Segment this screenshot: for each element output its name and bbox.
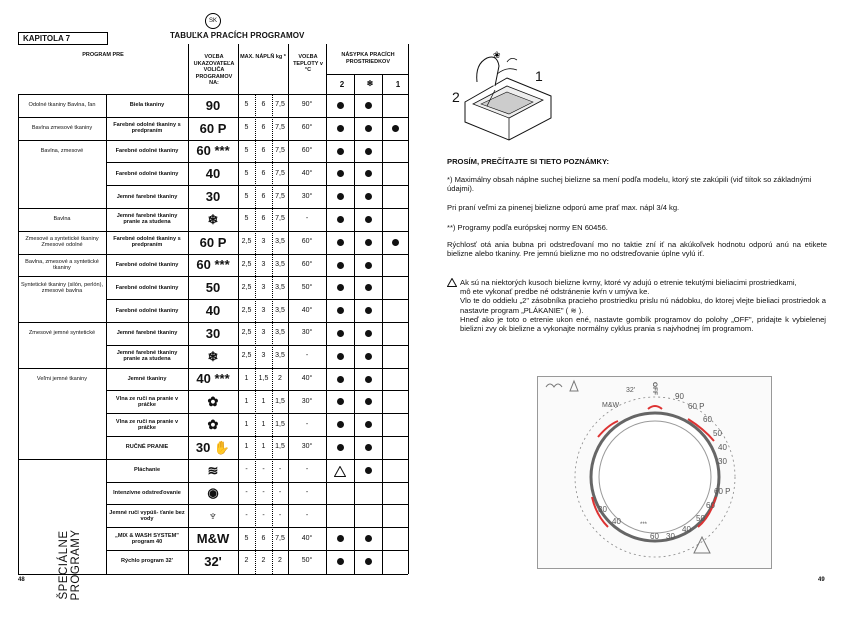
knob-position: ✿ [207,394,219,410]
row-divider [18,276,408,277]
compartment-dot [365,421,372,428]
knob-position: ✿ [207,417,219,433]
row-divider [18,368,408,369]
compartment-dot [365,239,372,246]
compartment-dot [365,216,372,223]
max-load-value: - [245,511,248,519]
max-load-value: 7,5 [275,169,285,177]
max-load-value: 2 [244,557,249,565]
max-load-value: 7,5 [275,534,285,542]
max-load-value: 7,5 [275,192,285,200]
dial-40: 40 [718,443,727,452]
max-load-value: 5 [244,215,249,223]
max-load-value: 2 [278,374,282,382]
compartment-dot [365,558,372,565]
knob-position: ❄ [207,211,219,227]
special-programs-label: ŠPECIÁLNE PROGRAMY [58,529,82,601]
fabric-label: Veľmi jemné tkaniny [36,375,88,382]
max-load-value: 1,5 [258,374,269,382]
compartment-dot [365,535,372,542]
header-comp-prewash-icon: ❄ [366,79,374,88]
program-description: Vlna ze ruči na pranie v práčke [115,395,179,408]
max-load-value: 2,5 [241,352,252,360]
dial-90: 90 [675,392,684,401]
max-load-value: 7,5 [275,124,285,132]
fabric-label: Bavlna, zmesové a syntetické tkaniny [25,258,99,271]
program-description: Farebné odolné tkaniny [115,147,179,154]
compartment-dot [337,330,344,337]
dial-asterisk: *** [640,522,648,528]
knob-position: 60 P [199,120,227,136]
max-load-value: 5 [244,534,249,542]
compartment-dot [337,353,344,360]
temperature-value: 40° [301,306,313,314]
temperature-value: 90° [301,101,313,109]
max-load-value: 3,5 [275,283,285,291]
program-description: Farebné odolné tkaniny s predpraním [113,236,181,249]
temperature-value: 40° [301,374,313,382]
knob-position: 50 [205,280,221,296]
row-divider [106,299,408,300]
temperature-value: 60° [301,124,313,132]
max-load-value: 1 [261,420,266,428]
row-divider [106,527,408,528]
row-divider [106,390,408,391]
knob-position: 40 [205,303,221,319]
program-description: Rýchlo program 32' [121,558,173,565]
row-divider [18,140,408,141]
figure-label-1: 1 [535,68,543,84]
compartment-dot [337,307,344,314]
compartment-dot [337,376,344,383]
max-load-value: 6 [261,192,266,200]
temperature-value: - [305,466,309,474]
program-description: Jemné farebné tkaniny pranie za studena [116,350,178,363]
temperature-value: 60° [301,146,313,154]
program-description: Jemné farebné tkaniny [116,330,178,337]
max-load-value: 2,5 [241,306,252,314]
max-load-value: 7,5 [275,101,285,109]
row-divider [106,482,408,483]
max-load-value: 2,5 [241,283,252,291]
temperature-value: 60° [301,238,313,246]
note-spin-speed: Rýchlosť otá ania bubna pri odstreďovaní mo no taktie zní iť na akúkoľvek hodnotu odporú anú na etikete bielizne alebo tkaniny. Pre jemnú bielizne mo no odstreďovanie úplne vylú iť. [447,240,827,259]
row-divider [106,436,408,437]
notes-heading: PROSÍM, PREČÍTAJTE SI TIETO POZNÁMKY: [447,157,610,166]
row-divider [18,254,408,255]
knob-position: M&W [196,531,230,547]
note-en-norm: **) Programy podľa európskej normy EN 60456. [447,223,608,232]
temperature-value: 30° [301,443,313,451]
max-load-value: 3,5 [275,352,285,360]
compartment-dot [337,148,344,155]
dial-30: 30 [718,457,727,466]
compartment-dot [337,262,344,269]
max-load-value: 2,5 [241,260,252,268]
svg-text:❀: ❀ [493,51,501,61]
compartment-dot [365,307,372,314]
compartment-dot [337,170,344,177]
max-load-value: 7,5 [275,146,285,154]
program-description: Jemné farebné tkaniny [116,193,178,200]
program-description: Jemné tkaniny [127,375,167,382]
max-load-value: 3,5 [275,238,285,246]
temperature-value: - [305,488,309,496]
header-comp-2: 2 [339,80,345,89]
max-load-value: 6 [261,124,266,132]
dial-bottom-30: 30 [598,505,607,514]
compartment-dot [337,239,344,246]
temperature-value: 30° [301,397,313,405]
compartment-dot [365,125,372,132]
dial-bottom-60: 60 [650,532,659,541]
page-number-left: 48 [18,577,25,583]
row-divider [106,185,408,186]
temperature-value: 40° [301,169,313,177]
knob-position: 90 [205,97,221,113]
max-load-value: 7,5 [275,215,285,223]
compartment-dot [365,444,372,451]
temperature-value: 50° [301,557,313,565]
program-description: RUČNÉ PRANIE [125,444,169,451]
temperature-value: - [305,420,309,428]
max-load-value: - [278,511,282,519]
program-description: Farebné odolné tkaniny [115,284,179,291]
compartment-dot [365,467,372,474]
program-description: Jemné farebné tkaniny pranie za studena [116,213,178,226]
compartment-dot [365,284,372,291]
compartment-dot [337,535,344,542]
max-load-value: 5 [244,146,249,154]
dial-right-60p: 60 P [714,487,731,496]
temperature-value: 60° [301,260,313,268]
program-description: Intenzívne odstreďovanie [113,489,181,496]
program-description: Jemné ruči vypúš- ťanie bez vody [109,509,185,522]
max-load-value: 5 [244,169,249,177]
max-load-value: 1,5 [275,443,285,451]
compartment-dot [365,148,372,155]
max-load-value: 2 [278,557,282,565]
warning-icon [334,464,346,482]
knob-position: 60 P [199,234,227,250]
detergent-drawer-illustration [447,44,557,144]
dial-quick-32: 32' [626,387,636,394]
max-load-value: 6 [261,169,266,177]
max-load-value: 1 [244,397,249,405]
row-divider [18,231,408,232]
temperature-value: 30° [301,192,313,200]
row-divider [18,117,408,118]
compartment-dot [365,193,372,200]
max-load-value: 6 [261,146,266,154]
program-description: „MIX & WASH SYSTEM" program 40 [115,532,179,545]
compartment-dot [365,262,372,269]
knob-position: 60 *** [196,143,230,159]
compartment-dot [337,102,344,109]
max-load-value: - [245,488,248,496]
note-max-load: *) Maximálny obsah náplne suchej bielizne sa mení podľa modelu, ktorý ste zakúpili (viď tiítok so základnými údajmi). [447,175,812,194]
max-load-value: 5 [244,192,249,200]
max-load-value: 1 [244,443,249,451]
warning-icon [447,278,457,287]
max-load-value: 6 [261,215,266,223]
temperature-value: - [305,215,309,223]
header-load: MAX. NÁPLŇ kg * [240,54,286,60]
compartment-dot [337,558,344,565]
knob-position: ♆ [208,508,218,524]
max-load-value: 1 [261,397,266,405]
row-divider [18,322,408,323]
compartment-dot [365,353,372,360]
max-load-value: 1,5 [275,420,285,428]
max-load-value: 3 [261,260,266,268]
dial-50: 50 [713,429,722,438]
dial-right-50: 50 [696,514,705,523]
max-load-value: 5 [244,101,249,109]
temperature-value: - [305,511,309,519]
max-load-value: 3,5 [275,306,285,314]
max-load-value: - [262,488,265,496]
fabric-label: Bavlna zmesové tkaniny [31,125,93,132]
max-load-value: - [262,511,265,519]
chapter-label: KAPITOLA 7 [18,32,108,45]
max-load-value: 3 [261,306,266,314]
temperature-value: 30° [301,329,313,337]
compartment-dot [337,125,344,132]
header-temp: VOĽBA TEPLOTY v °C [293,54,323,73]
knob-position: 40 [205,166,221,182]
compartment-dot [337,398,344,405]
max-load-value: 6 [261,101,266,109]
note-stains: Ak sú na niektorých kusoch bielizne kvrny, ktoré vy adujú o etrenie tekutými bieliacimi prostriedkami, mô ete vykonať predbe né odstránenie kvŕn v umýva ke. Vlo te do oddielu „2" zásobníka pracieho prostriedku prislu nú nádobku, do ktorej vlejte bieliaci prostriedok a nastavte program „PLÁKANIE" ( ≋ ). Hneď ako je toto o etrenie ukon ené, nastavte gombík programov do polohy „OFF", pridajte k vybielenej bielizni zvy ok bielizne a vykonajte normálny cyklus prania s najvhodnej ím programom. [460,278,826,334]
program-description: Farebné odolné tkaniny [115,261,179,268]
max-load-value: - [278,466,282,474]
max-load-value: 2 [261,557,266,565]
max-load-value: 2,5 [241,238,252,246]
compartment-dot [337,284,344,291]
max-load-value: 3 [261,283,266,291]
compartment-dot [365,170,372,177]
dial-60p: 60 P [688,402,705,411]
row-divider [106,345,408,346]
program-description: Farebné odolné tkaniny [115,307,179,314]
max-load-value: 3 [261,352,266,360]
header-comp-1: 1 [395,80,401,89]
knob-position: 30 [205,325,221,341]
fabric-label: Bavlna, zmesové [40,147,84,154]
temperature-value: - [305,352,309,360]
fabric-label: Zmesové a syntetické tkaniny Zmesové odolné [25,236,99,249]
dial-right-40: 40 [682,525,691,534]
knob-position: ◉ [207,485,219,501]
compartment-dot [337,444,344,451]
compartment-dot [392,125,399,132]
dial-right-60: 60 [706,501,715,510]
row-divider [18,208,408,209]
max-load-value: 1 [244,420,249,428]
max-load-value: 3,5 [275,260,285,268]
knob-position: 32' [204,553,222,569]
max-load-value: 1,5 [275,397,285,405]
compartment-dot [365,102,372,109]
page-number-right: 49 [818,577,825,583]
knob-position: ❄ [207,348,219,364]
row-divider [106,413,408,414]
row-divider [106,504,408,505]
fabric-label: Bavlna [53,216,71,223]
compartment-dot [337,421,344,428]
max-load-value: 5 [244,124,249,132]
figure-label-2: 2 [452,89,460,105]
max-load-value: - [245,466,248,474]
page-title: TABUĽKA PRACÍCH PROGRAMOV [170,31,305,40]
row-divider [106,162,408,163]
program-description: Farebné odolné tkaniny [115,170,179,177]
compartment-dot [392,239,399,246]
compartment-dot [365,376,372,383]
knob-position: 30 [205,189,221,205]
max-load-value: 3 [261,329,266,337]
program-description: Vlna ze ruči na pranie v práčke [115,418,179,431]
row-divider [106,550,408,551]
program-description: Biela tkaniny [129,102,165,109]
header-program: PROGRAM PRE [82,52,124,58]
knob-position: 60 *** [196,257,230,273]
dial-off: OFF [651,382,658,395]
fabric-label: Syntetické tkaniny (silón, perlón), zmesové bavlna [20,281,104,294]
knob-position: ≋ [207,462,219,478]
dial-60: 60 [703,415,712,424]
compartment-dot [365,398,372,405]
note-soiled-laundry: Pri praní veľmi za pinenej bielizne odporú ame prať max. nápl 3/4 kg. [447,203,680,212]
fabric-label: Zmesové jemné syntetické [28,330,96,337]
compartment-dot [337,193,344,200]
dial-right-30: 30 [666,532,675,541]
fabric-label: Odolné tkaniny Bavlna, ľan [28,102,96,109]
max-load-value: - [278,488,282,496]
max-load-value: - [262,466,265,474]
header-knob: VOĽBA UKAZOVATEĽA VOLIČA PROGRAMOV NA: [193,54,235,86]
dial-bottom-40: 40 [612,517,621,526]
program-description: Pláchanie [133,467,161,474]
program-description: Farebné odolné tkaniny s predpraním [113,122,181,135]
row-divider [18,459,408,460]
compartment-dot [337,216,344,223]
compartment-dot [365,330,372,337]
temperature-value: 40° [301,534,313,542]
max-load-value: 2,5 [241,329,252,337]
language-badge: SK [205,13,221,29]
max-load-value: 6 [261,534,266,542]
knob-position: 40 *** [196,371,230,387]
knob-position: 30 ✋ [195,439,231,455]
temperature-value: 50° [301,283,313,291]
program-dial-panel [537,376,772,569]
max-load-value: 1 [244,374,249,382]
header-compartments: NÁSYPKA PRACÍCH PROSTRIEDKOV [341,52,395,65]
max-load-value: 3 [261,238,266,246]
max-load-value: 1 [261,443,266,451]
max-load-value: 3,5 [275,329,285,337]
dial-mix-wash: M&W [602,402,620,409]
